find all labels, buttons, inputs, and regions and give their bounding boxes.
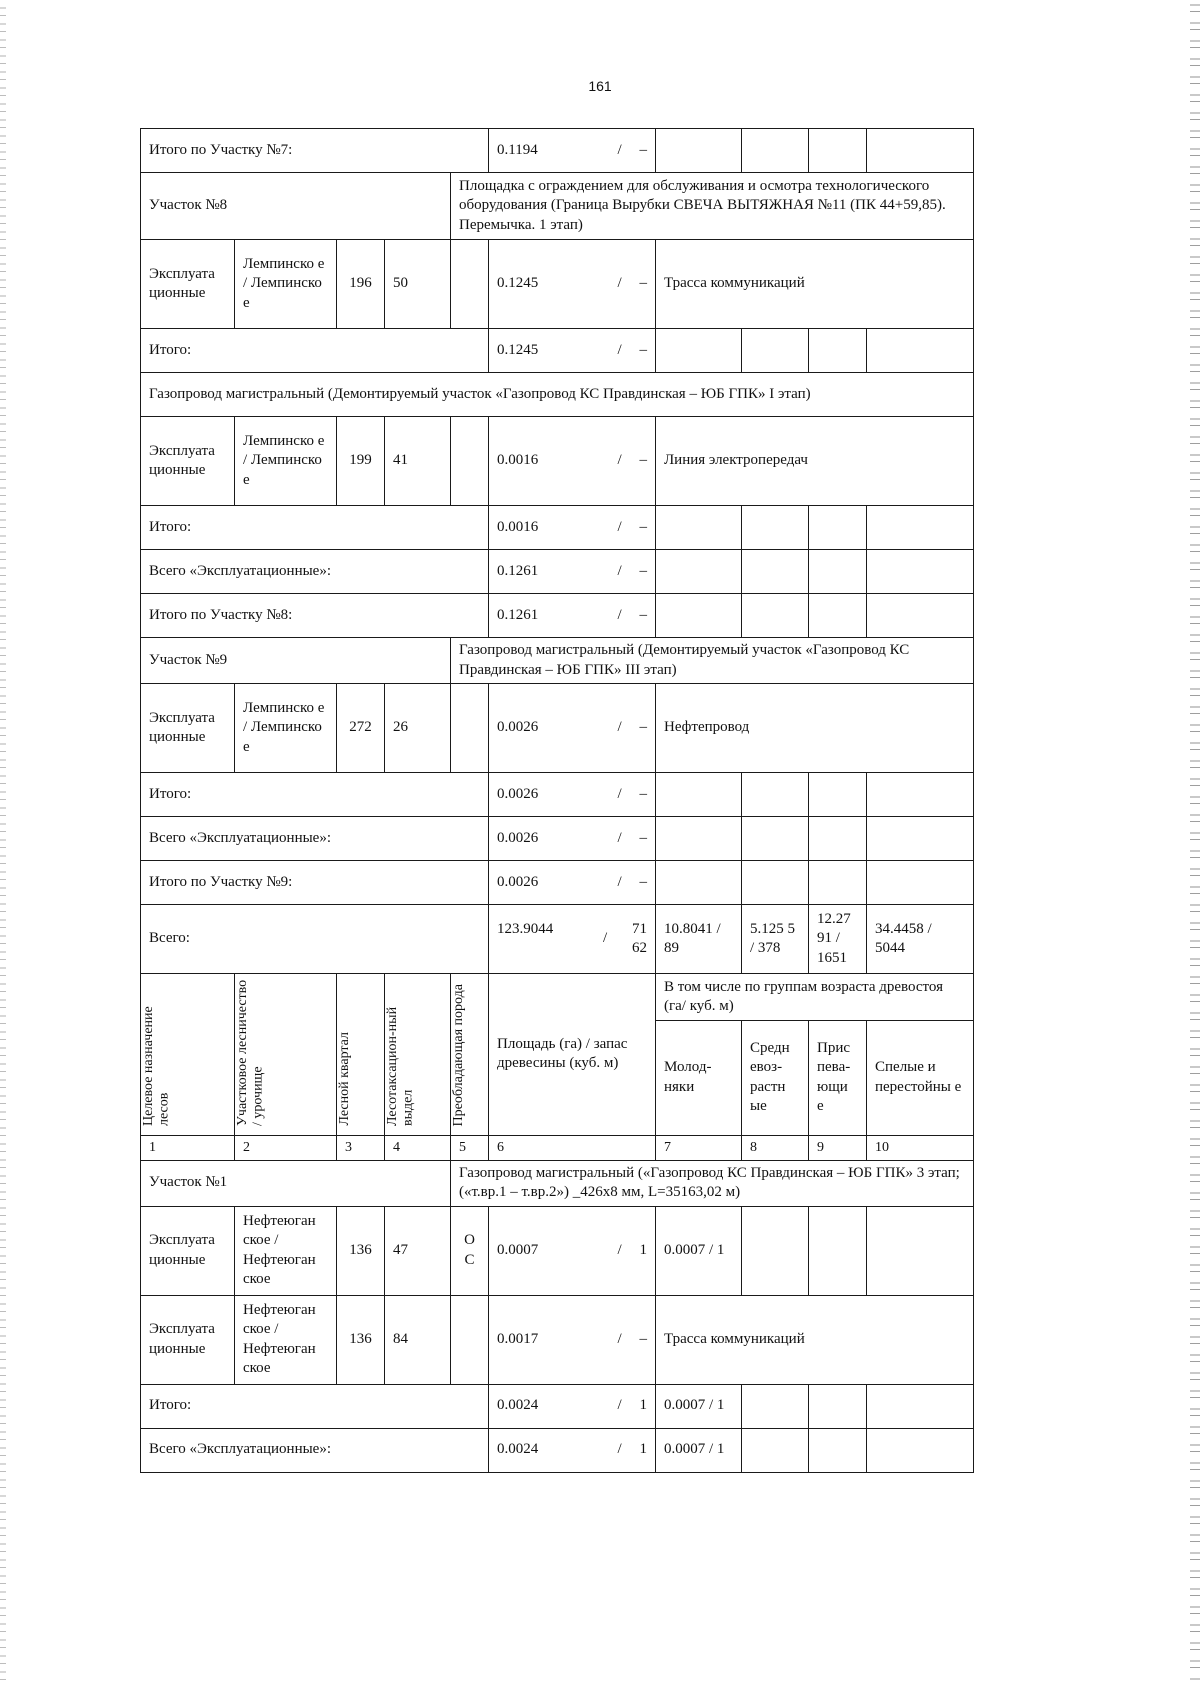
slash: / xyxy=(617,341,622,358)
note-cell: Трасса коммуникаций xyxy=(656,240,974,329)
header-text: Участковое лесничество / урочище xyxy=(235,979,266,1126)
header-text: Лесной квартал xyxy=(337,1032,352,1126)
area-value: 0.0024 xyxy=(497,1397,539,1414)
area-value: 0.0016 xyxy=(497,518,539,535)
empty-cell xyxy=(867,329,974,373)
stock-value: – xyxy=(639,1330,647,1347)
row-label: Итого: xyxy=(141,1384,489,1428)
empty-cell xyxy=(742,861,809,905)
area-cell xyxy=(489,594,656,638)
table-row xyxy=(141,129,974,173)
empty-cell xyxy=(867,1428,974,1472)
empty-cell xyxy=(742,129,809,173)
table-row xyxy=(141,817,974,861)
empty-cell xyxy=(742,506,809,550)
area-value: 0.0026 xyxy=(497,829,539,846)
section-description: Площадка с ограждением для обслуживания и осмотра технологического оборудования (Граница Вырубки СВЕЧА ВЫТЯЖНАЯ №11 (ПК 44+59,85). Перемычка. 1 этап) xyxy=(451,173,974,240)
forestry-cell: Нефтеюган ское / Нефтеюган ское xyxy=(235,1206,337,1295)
column-number: 3 xyxy=(337,1135,385,1160)
header-area: Площадь (га) / запас древесины (куб. м) xyxy=(489,974,656,1136)
row-label: Всего «Эксплуатационные»: xyxy=(141,1428,489,1472)
stock-value: – xyxy=(639,562,647,579)
area-value: 0.0007 xyxy=(497,1241,539,1258)
table-row xyxy=(141,373,974,417)
purpose-cell: Эксплуата ционные xyxy=(141,1206,235,1295)
slash: / xyxy=(617,719,622,736)
section-description: Газопровод магистральный (Демонтируемый участок «Газопровод КС Правдинская – ЮБ ГПК» I этап) xyxy=(141,373,974,417)
table-row xyxy=(141,861,974,905)
empty-cell xyxy=(656,773,742,817)
slash: / xyxy=(617,829,622,846)
header-species xyxy=(451,974,489,1136)
area-cell xyxy=(489,1206,656,1295)
vydel-cell: 26 xyxy=(385,684,451,773)
empty-cell xyxy=(809,861,867,905)
header-text: Преобладающая порода xyxy=(451,983,466,1126)
stock-value: 1 xyxy=(639,1441,647,1458)
empty-cell xyxy=(867,506,974,550)
header-text: Лесотаксацион-ный выдел xyxy=(385,1006,416,1126)
area-cell xyxy=(489,129,656,173)
area-cell xyxy=(489,1428,656,1472)
section-label: Участок №1 xyxy=(141,1160,451,1206)
header-vydel xyxy=(385,974,451,1136)
area-cell xyxy=(489,905,656,974)
area-value: 0.1261 xyxy=(497,562,539,579)
stock-value: 1 xyxy=(639,1241,647,1258)
stock-value: – xyxy=(639,275,647,292)
quarter-cell: 272 xyxy=(337,684,385,773)
row-label: Всего «Эксплуатационные»: xyxy=(141,550,489,594)
slash: / xyxy=(617,518,622,535)
table-row xyxy=(141,905,974,974)
empty-cell xyxy=(656,129,742,173)
area-cell xyxy=(489,329,656,373)
slash: / xyxy=(617,1241,622,1258)
empty-cell xyxy=(809,1428,867,1472)
header-text: Целевое назначение лесов xyxy=(141,1006,172,1126)
empty-cell xyxy=(867,861,974,905)
empty-cell xyxy=(809,329,867,373)
row-label: Итого: xyxy=(141,506,489,550)
row-label: Итого по Участку №8: xyxy=(141,594,489,638)
stock-value: – xyxy=(639,141,647,158)
empty-cell xyxy=(656,550,742,594)
ripe-cell: 34.4458 / 5044 xyxy=(867,905,974,974)
table-row xyxy=(141,773,974,817)
empty-cell xyxy=(867,550,974,594)
stock-value: – xyxy=(639,452,647,469)
empty-cell xyxy=(809,1384,867,1428)
stock-value: 1 xyxy=(639,1397,647,1414)
stock-value: – xyxy=(639,873,647,890)
area-value: 0.1245 xyxy=(497,341,539,358)
empty-cell xyxy=(451,1295,489,1384)
slash: / xyxy=(617,785,622,802)
row-label: Всего «Эксплуатационные»: xyxy=(141,817,489,861)
empty-cell xyxy=(742,329,809,373)
row-label: Итого: xyxy=(141,773,489,817)
stock-value: – xyxy=(639,518,647,535)
forestry-cell: Лемпинско е / Лемпинско е xyxy=(235,684,337,773)
species-cell: О С xyxy=(451,1206,489,1295)
empty-cell xyxy=(809,506,867,550)
slash: / xyxy=(603,930,608,947)
empty-cell xyxy=(742,817,809,861)
stock-value: – xyxy=(639,606,647,623)
empty-cell xyxy=(656,506,742,550)
header-ripe: Спелые и перестойны е xyxy=(867,1021,974,1136)
header-age-groups: В том числе по группам возраста древостоя (га/ куб. м) xyxy=(656,974,974,1021)
slash: / xyxy=(617,141,622,158)
quarter-cell: 199 xyxy=(337,417,385,506)
vydel-cell: 41 xyxy=(385,417,451,506)
slash: / xyxy=(617,873,622,890)
column-number: 4 xyxy=(385,1135,451,1160)
slash: / xyxy=(617,1397,622,1414)
area-cell xyxy=(489,417,656,506)
table-row xyxy=(141,417,974,506)
empty-cell xyxy=(809,594,867,638)
column-number: 8 xyxy=(742,1135,809,1160)
empty-cell xyxy=(809,1206,867,1295)
empty-cell xyxy=(451,240,489,329)
table-row xyxy=(141,550,974,594)
empty-cell xyxy=(809,550,867,594)
table-row xyxy=(141,1384,974,1428)
area-cell xyxy=(489,861,656,905)
row-label: Всего: xyxy=(141,905,489,974)
area-cell xyxy=(489,1384,656,1428)
forest-area-table xyxy=(140,128,974,1473)
stock-value: – xyxy=(639,785,647,802)
stock-value: – xyxy=(639,829,647,846)
young-cell: 0.0007 / 1 xyxy=(656,1206,742,1295)
empty-cell xyxy=(742,550,809,594)
vydel-cell: 84 xyxy=(385,1295,451,1384)
empty-cell xyxy=(742,1206,809,1295)
empty-cell xyxy=(656,329,742,373)
scan-edge-right xyxy=(1190,0,1200,1683)
quarter-cell: 136 xyxy=(337,1295,385,1384)
empty-cell xyxy=(656,594,742,638)
area-cell xyxy=(489,817,656,861)
column-number: 7 xyxy=(656,1135,742,1160)
empty-cell xyxy=(742,1384,809,1428)
column-number: 10 xyxy=(867,1135,974,1160)
area-value: 0.1194 xyxy=(497,141,538,158)
empty-cell xyxy=(867,129,974,173)
empty-cell xyxy=(451,684,489,773)
table-row xyxy=(141,1206,974,1295)
table-row xyxy=(141,240,974,329)
table-row xyxy=(141,1428,974,1472)
empty-cell xyxy=(867,1384,974,1428)
slash: / xyxy=(617,452,622,469)
empty-cell xyxy=(867,594,974,638)
area-cell xyxy=(489,684,656,773)
young-cell: 0.0007 / 1 xyxy=(656,1428,742,1472)
column-number: 2 xyxy=(235,1135,337,1160)
quarter-cell: 136 xyxy=(337,1206,385,1295)
header-pre-ripe: Прис пева-ющи е xyxy=(809,1021,867,1136)
column-number: 6 xyxy=(489,1135,656,1160)
area-cell xyxy=(489,1295,656,1384)
area-value: 0.0024 xyxy=(497,1441,539,1458)
table-row xyxy=(141,1295,974,1384)
area-cell xyxy=(489,240,656,329)
stock-value: – xyxy=(639,719,647,736)
area-value: 0.0026 xyxy=(497,785,539,802)
section-label: Участок №9 xyxy=(141,638,451,684)
header-middle-age: Средн евоз-растн ые xyxy=(742,1021,809,1136)
forestry-cell: Лемпинско е / Лемпинско е xyxy=(235,417,337,506)
section-description: Газопровод магистральный (Демонтируемый участок «Газопровод КС Правдинская – ЮБ ГПК» III этап) xyxy=(451,638,974,684)
area-cell xyxy=(489,506,656,550)
pre-ripe-cell: 12.27 91 / 1651 xyxy=(809,905,867,974)
column-number: 9 xyxy=(809,1135,867,1160)
row-label: Итого: xyxy=(141,329,489,373)
slash: / xyxy=(617,562,622,579)
vydel-cell: 47 xyxy=(385,1206,451,1295)
note-cell: Нефтепровод xyxy=(656,684,974,773)
empty-cell xyxy=(742,1428,809,1472)
table-row xyxy=(141,329,974,373)
empty-cell xyxy=(867,1206,974,1295)
slash: / xyxy=(617,1441,622,1458)
area-value: 0.0016 xyxy=(497,452,539,469)
header-row xyxy=(141,974,974,1021)
forestry-cell: Лемпинско е / Лемпинско е xyxy=(235,240,337,329)
area-value: 0.0026 xyxy=(497,873,539,890)
table-row xyxy=(141,594,974,638)
area-value: 0.0017 xyxy=(497,1330,539,1347)
slash: / xyxy=(617,1330,622,1347)
header-young: Молод-няки xyxy=(656,1021,742,1136)
area-value: 0.1245 xyxy=(497,275,539,292)
column-number: 1 xyxy=(141,1135,235,1160)
row-label: Итого по Участку №7: xyxy=(141,129,489,173)
column-number: 5 xyxy=(451,1135,489,1160)
purpose-cell: Эксплуата ционные xyxy=(141,240,235,329)
young-cell: 10.8041 / 89 xyxy=(656,905,742,974)
header-purpose xyxy=(141,974,235,1136)
table-row xyxy=(141,1160,974,1206)
table-row xyxy=(141,638,974,684)
section-label: Участок №8 xyxy=(141,173,451,240)
header-forestry xyxy=(235,974,337,1136)
section-description: Газопровод магистральный («Газопровод КС Правдинская – ЮБ ГПК» 3 этап; («т.вр.1 – т.вр.2») _426х8 мм, L=35163,02 м) xyxy=(451,1160,974,1206)
empty-cell xyxy=(656,817,742,861)
purpose-cell: Эксплуата ционные xyxy=(141,1295,235,1384)
area-cell xyxy=(489,773,656,817)
area-value: 0.1261 xyxy=(497,606,539,623)
middle-age-cell: 5.125 5 / 378 xyxy=(742,905,809,974)
empty-cell xyxy=(742,773,809,817)
forest-table-wrapper xyxy=(140,128,974,1473)
table-row xyxy=(141,684,974,773)
purpose-cell: Эксплуата ционные xyxy=(141,417,235,506)
note-cell: Линия электропередач xyxy=(656,417,974,506)
scan-edge-left xyxy=(0,0,6,1683)
header-quarter xyxy=(337,974,385,1136)
empty-cell xyxy=(867,817,974,861)
empty-cell xyxy=(809,129,867,173)
young-cell: 0.0007 / 1 xyxy=(656,1384,742,1428)
empty-cell xyxy=(656,861,742,905)
table-row xyxy=(141,506,974,550)
empty-cell xyxy=(742,594,809,638)
area-value: 123.9044 xyxy=(497,920,554,937)
empty-cell xyxy=(809,817,867,861)
forestry-cell: Нефтеюган ское / Нефтеюган ское xyxy=(235,1295,337,1384)
column-number-row xyxy=(141,1135,974,1160)
slash: / xyxy=(617,275,622,292)
empty-cell xyxy=(867,773,974,817)
row-label: Итого по Участку №9: xyxy=(141,861,489,905)
slash: / xyxy=(617,606,622,623)
stock-value: 71 62 xyxy=(632,920,647,956)
empty-cell xyxy=(809,773,867,817)
area-cell xyxy=(489,550,656,594)
page-number: 161 xyxy=(588,78,612,94)
purpose-cell: Эксплуата ционные xyxy=(141,684,235,773)
note-cell: Трасса коммуникаций xyxy=(656,1295,974,1384)
table-row xyxy=(141,173,974,240)
area-value: 0.0026 xyxy=(497,719,539,736)
vydel-cell: 50 xyxy=(385,240,451,329)
stock-value: – xyxy=(639,341,647,358)
empty-cell xyxy=(451,417,489,506)
quarter-cell: 196 xyxy=(337,240,385,329)
